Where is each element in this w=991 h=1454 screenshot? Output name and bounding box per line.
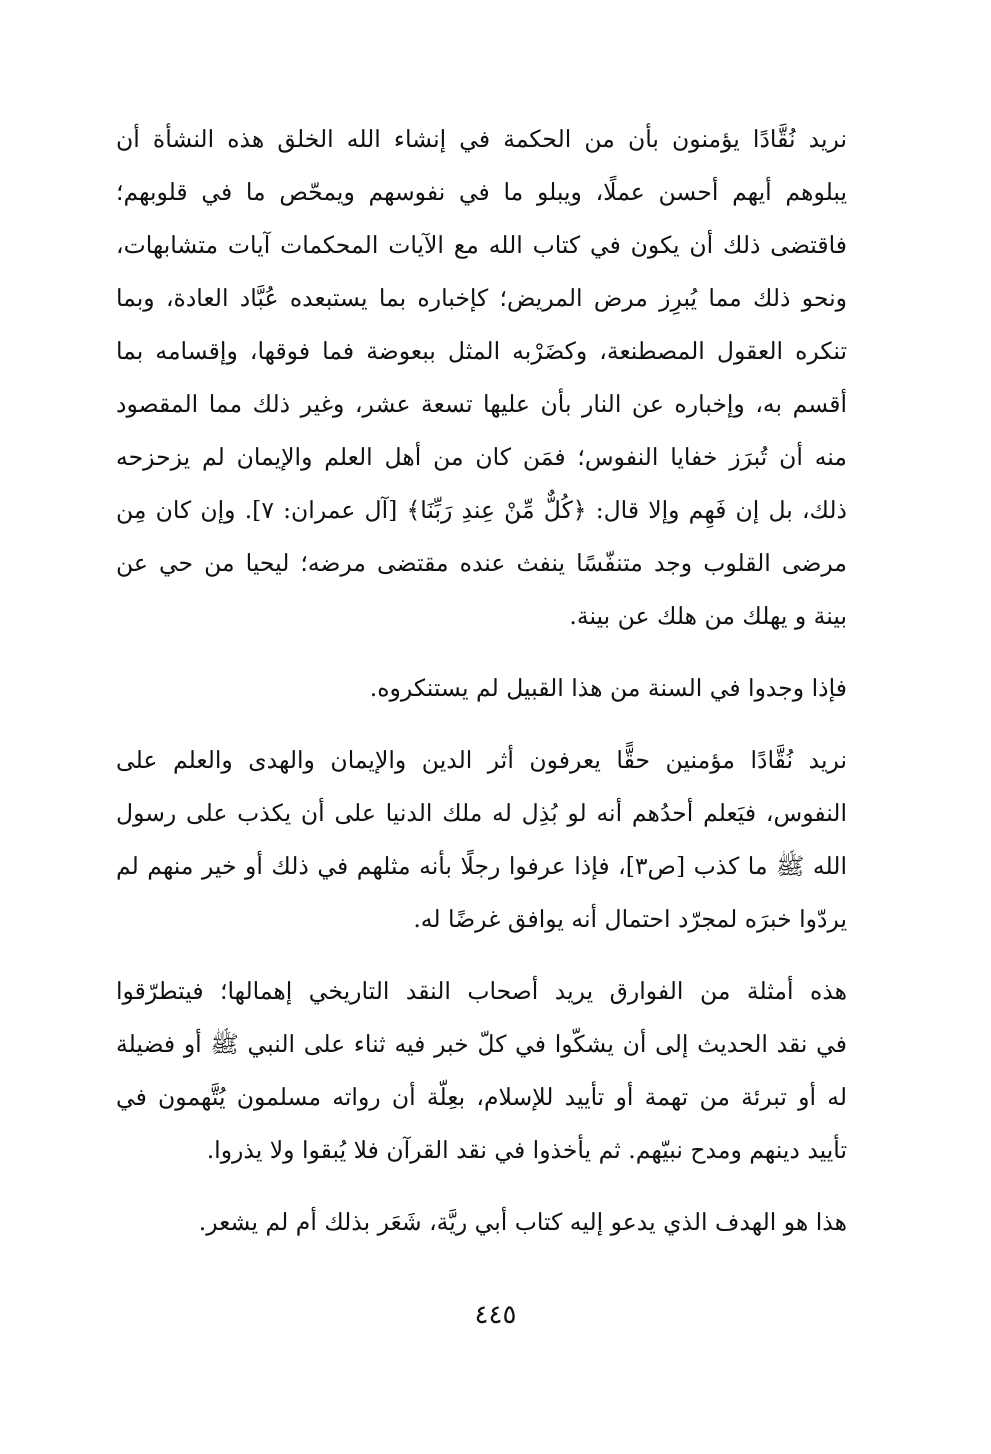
text-line: تنكره العقول المصطنعة، وكضَرْبه المثل ببعوضة فما فوقها، وإقسامه بما (116, 337, 847, 365)
text-line: فإذا وجدوا في السنة من هذا القبيل لم يستنكروه. (369, 674, 847, 702)
page-body (116, 113, 847, 1249)
text-line: النفوس، فيَعلم أحدُهم أنه لو بُذِل له ملك الدنيا على أن يكذب على رسول (116, 799, 847, 827)
paragraph-spacer (116, 643, 847, 662)
text-line: له أو تبرئة من تهمة أو تأييد للإسلام، بعِلّة أن رواته مسلمون يُتَّهمون في (116, 1083, 847, 1111)
text-line-with-quran-verse: ذلك، بل إن فَهِم وإلا قال: ﴿كُلٌّ مِّنْ عِندِ رَبِّنَا﴾ [آل عمران: ٧]. وإن كان مِن (116, 496, 847, 524)
text-line: بينة و يهلك من هلك عن بينة. (569, 602, 847, 630)
paragraph-2 (116, 662, 847, 715)
text-line: ونحو ذلك مما يُبرِز مرض المريض؛ كإخباره بما يستبعده عُبَّاد العادة، وبما (116, 284, 847, 312)
text-line: فاقتضى ذلك أن يكون في كتاب الله مع الآيات المحكمات آيات متشابهات، (116, 231, 847, 259)
text-line: منه أن تُبرَز خفايا النفوس؛ فمَن كان من أهل العلم والإيمان لم يزحزحه (116, 443, 847, 471)
text-line: أقسم به، وإخباره عن النار بأن عليها تسعة عشر، وغير ذلك مما المقصود (116, 390, 847, 418)
paragraph-4 (116, 965, 847, 1177)
paragraph-3 (116, 734, 847, 946)
paragraph-5 (116, 1196, 847, 1249)
text-line: الله ﷺ ما كذب [ص٣]، فإذا عرفوا رجلًا بأنه مثلهم في ذلك أو خير منهم لم (116, 852, 847, 880)
text-line: نريد نُقَّادًا يؤمنون بأن من الحكمة في إنشاء الله الخلق هذه النشأة أن (116, 125, 847, 153)
text-line: يبلوهم أيهم أحسن عملًا، ويبلو ما في نفوسهم ويمحّص ما في قلوبهم؛ (116, 178, 847, 206)
paragraph-1 (116, 113, 847, 643)
text-line: هذه أمثلة من الفوارق يريد أصحاب النقد التاريخي إهمالها؛ فيتطرّقوا (116, 977, 847, 1005)
paragraph-spacer (116, 946, 847, 965)
text-line: نريد نُقَّادًا مؤمنين حقًّا يعرفون أثر الدين والإيمان والهدى والعلم على (116, 746, 847, 774)
text-line: مرضى القلوب وجد متنفّسًا ينفث عنده مقتضى مرضه؛ ليحيا من حي عن (116, 549, 847, 577)
paragraph-spacer (116, 715, 847, 734)
text-line: هذا هو الهدف الذي يدعو إليه كتاب أبي ريَّة، شَعَر بذلك أم لم يشعر. (198, 1208, 847, 1236)
page-number: ٤٤٥ (474, 1300, 517, 1330)
paragraph-spacer (116, 1177, 847, 1196)
text-line: في نقد الحديث إلى أن يشكّوا في كلّ خبر فيه ثناء على النبي ﷺ أو فضيلة (116, 1030, 847, 1058)
text-line: يردّوا خبرَه لمجرّد احتمال أنه يوافق غرضًا له. (413, 905, 847, 933)
text-line: تأييد دينهم ومدح نبيّهم. ثم يأخذوا في نقد القرآن فلا يُبقوا ولا يذروا. (206, 1136, 847, 1164)
